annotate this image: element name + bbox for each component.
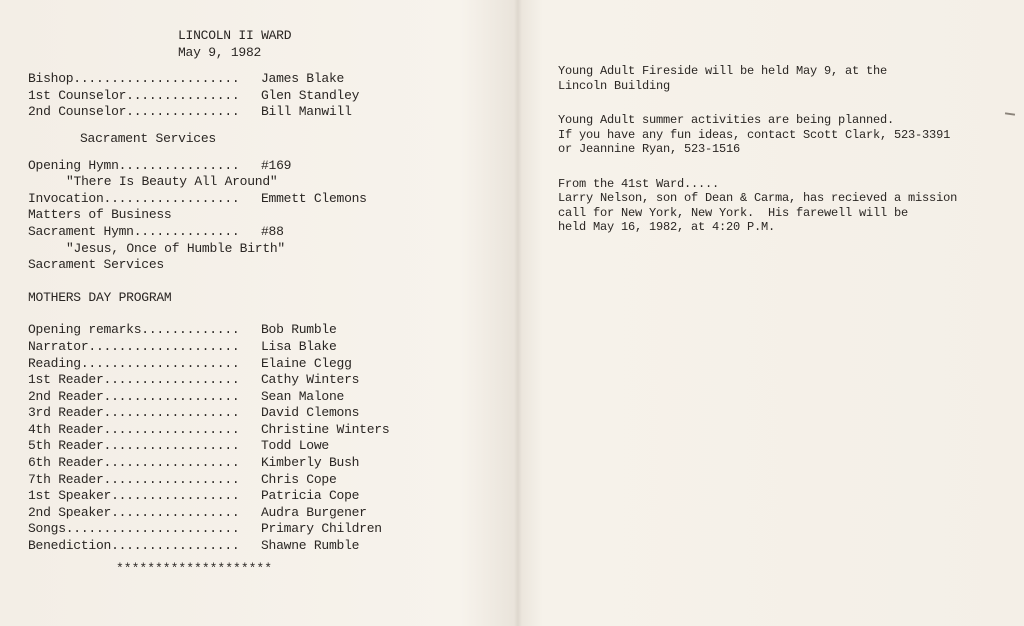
business-line: Matters of Business [28,207,172,223]
summer-line: If you have any fun ideas, contact Scott Clark, 523-3391 [558,127,951,142]
opening-hymn-number: #169 [261,157,292,173]
program-date: May 9, 1982 [178,44,262,60]
program-row [28,455,498,472]
program-role: Reading..................... [28,355,240,371]
right-page [558,64,1018,235]
fireside-line: Lincoln Building [558,78,671,93]
officer-row [28,104,498,121]
program-role: 4th Reader.................. [28,421,240,437]
program-person: Kimberly Bush [261,455,360,471]
program-row [28,505,498,522]
program-person: Christine Winters [261,421,390,437]
program-row [28,389,498,406]
page-fold [514,0,522,626]
program-row [28,521,498,538]
program-row [28,356,498,373]
program-person: Lisa Blake [261,338,337,354]
sacrament-hymn-row [28,224,498,241]
program-role: Benediction................. [28,538,240,554]
summer-line: Young Adult summer activities are being planned. [558,113,895,127]
program-person: Patricia Cope [261,488,360,504]
program-person: Primary Children [261,521,382,537]
fireside-line: Young Adult Fireside will be held May 9, at the [558,64,888,78]
services-line: Sacrament Services [28,257,164,273]
left-page [28,28,498,577]
program-person: Sean Malone [261,388,345,404]
program-row [28,372,498,389]
program-role: Narrator.................... [28,338,240,354]
sacrament-hymn-label: Sacrament Hymn.............. [28,223,240,239]
invocation-row [28,191,498,208]
opening-hymn-label: Opening Hymn................ [28,157,240,173]
program-role: 2nd Speaker................. [28,504,240,520]
program-person: Chris Cope [261,471,337,487]
program-role: Opening remarks............. [28,322,240,338]
program-role: 7th Reader.................. [28,471,240,487]
officer-row [28,88,498,105]
program-row [28,422,498,439]
program-role: 5th Reader.................. [28,438,240,454]
officer-label: Bishop...................... [28,71,240,87]
stars-divider: ******************** [116,560,273,576]
program-role: 2nd Reader.................. [28,388,240,404]
program-role: 3rd Reader.................. [28,405,240,421]
sacrament-hymn-title: "Jesus, Once of Humble Birth" [66,240,285,256]
program-row [28,438,498,455]
summer-line: or Jeannine Ryan, 523-1516 [558,142,741,156]
program-heading: MOTHERS DAY PROGRAM [28,289,172,305]
officer-row [28,71,498,88]
program-role: 1st Speaker................. [28,488,240,504]
program-person: Bob Rumble [261,322,337,338]
program-person: Shawne Rumble [261,538,360,554]
program-person: Todd Lowe [261,438,329,454]
ward41-line: held May 16, 1982, at 4:20 P.M. [558,220,776,234]
opening-hymn-row [28,158,498,175]
program-person: Audra Burgener [261,504,367,520]
ward-title: LINCOLN II WARD [178,28,292,43]
opening-hymn-title: "There Is Beauty All Around" [66,174,278,190]
officer-label: 2nd Counselor............... [28,104,240,120]
program-row [28,472,498,489]
program-person: David Clemons [261,405,360,421]
program-row [28,405,498,422]
program-row [28,488,498,505]
officer-label: 1st Counselor............... [28,87,240,103]
program-role: Songs....................... [28,521,240,537]
program-row [28,339,498,356]
program-role: 1st Reader.................. [28,372,240,388]
officer-name: James Blake [261,71,345,87]
sacrament-hymn-number: #88 [261,223,284,239]
invocation-name: Emmett Clemons [261,190,367,206]
program-person: Elaine Clegg [261,355,352,371]
ward41-line: From the 41st Ward..... [558,176,720,191]
program-role: 6th Reader.................. [28,455,240,471]
ward41-line: Larry Nelson, son of Dean & Carma, has recieved a mission [558,191,958,205]
program-person: Cathy Winters [261,372,360,388]
officer-name: Bill Manwill [261,104,352,120]
program-row [28,538,498,555]
invocation-label: Invocation.................. [28,190,240,206]
program-row [28,322,498,339]
officer-name: Glen Standley [261,87,360,103]
ward41-line: call for New York, New York. His farewell will be [558,205,909,220]
sacrament-heading: Sacrament Services [80,130,216,146]
